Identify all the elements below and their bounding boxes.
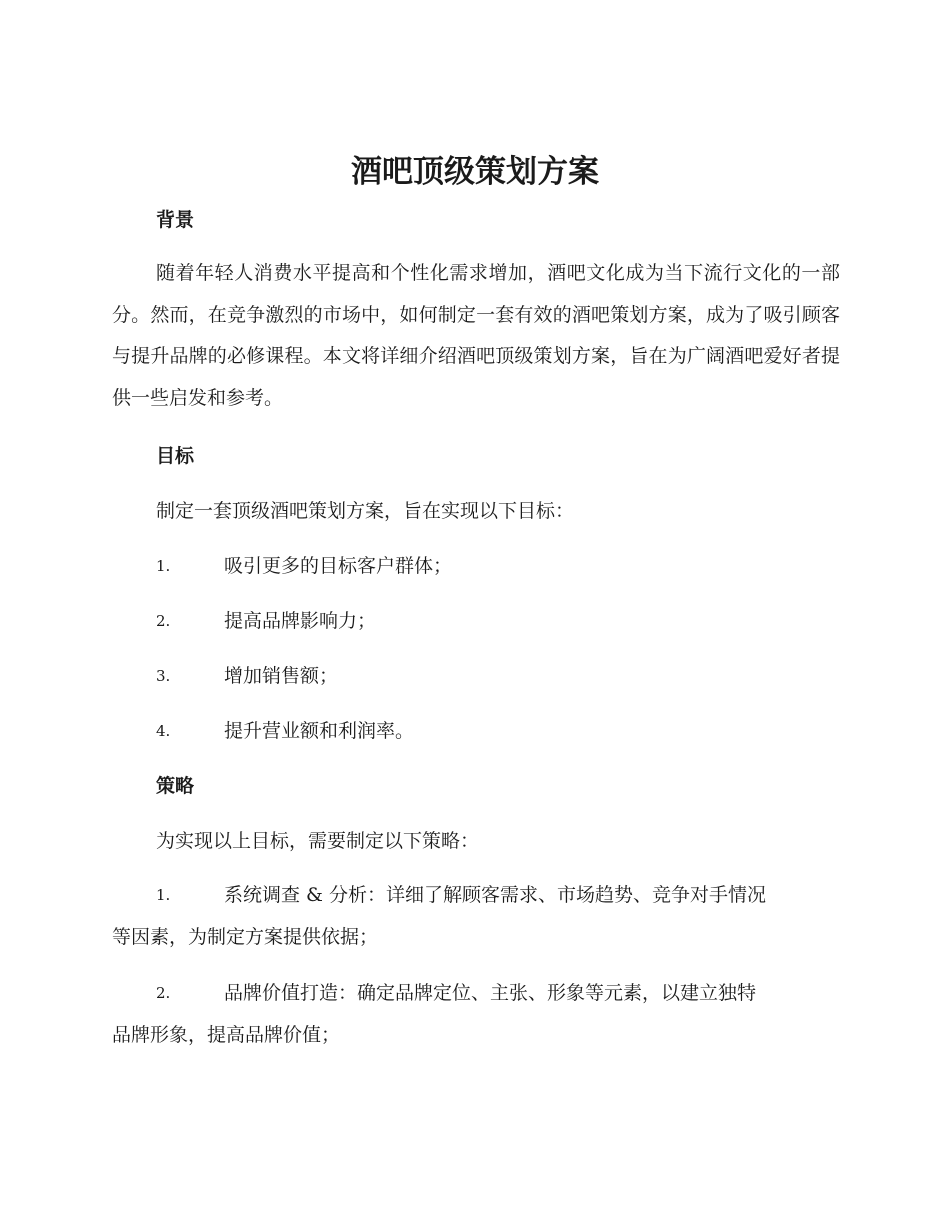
goal-item-text: 增加销售额； (224, 665, 339, 687)
heading-goals: 目标 (156, 445, 195, 467)
goal-item-number: 2. (156, 612, 171, 630)
strategy-item-line1: 系统调查 & 分析：详细了解顾客需求、市场趋势、竞争对手情况 (224, 884, 766, 906)
strategy-item-number: 1. (156, 886, 171, 904)
document-title: 酒吧顶级策划方案 (351, 154, 599, 190)
strategy-item-line2: 品牌形象，提高品牌价值； (112, 1024, 341, 1046)
goal-item-text: 吸引更多的目标客户群体； (224, 555, 453, 577)
strategy-item-number: 2. (156, 984, 171, 1002)
background-paragraph: 随着年轻人消费水平提高和个性化需求增加，酒吧文化成为当下流行文化的一部分。然而，在竞争激烈的市场中，如何制定一套有效的酒吧策划方案，成为了吸引顾客与提升品牌的必修课程。本文将详细介绍酒吧顶级策划方案，旨在为广阔酒吧爱好者提供一些启发和参考。 (112, 262, 840, 409)
strategy-item-line2: 等因素，为制定方案提供依据； (112, 926, 379, 948)
goal-item-number: 1. (156, 557, 171, 575)
strategy-intro: 为实现以上目标，需要制定以下策略： (156, 830, 480, 852)
strategy-item-line1: 品牌价值打造：确定品牌定位、主张、形象等元素，以建立独特 (224, 982, 757, 1004)
goal-item-number: 4. (156, 722, 171, 740)
goals-intro: 制定一套顶级酒吧策划方案，旨在实现以下目标： (156, 500, 575, 522)
goal-item-number: 3. (156, 667, 171, 685)
goal-item-text: 提高品牌影响力； (224, 610, 377, 632)
goal-item-text: 提升营业额和利润率。 (224, 720, 415, 742)
heading-background: 背景 (156, 209, 195, 231)
heading-strategy: 策略 (156, 775, 195, 797)
